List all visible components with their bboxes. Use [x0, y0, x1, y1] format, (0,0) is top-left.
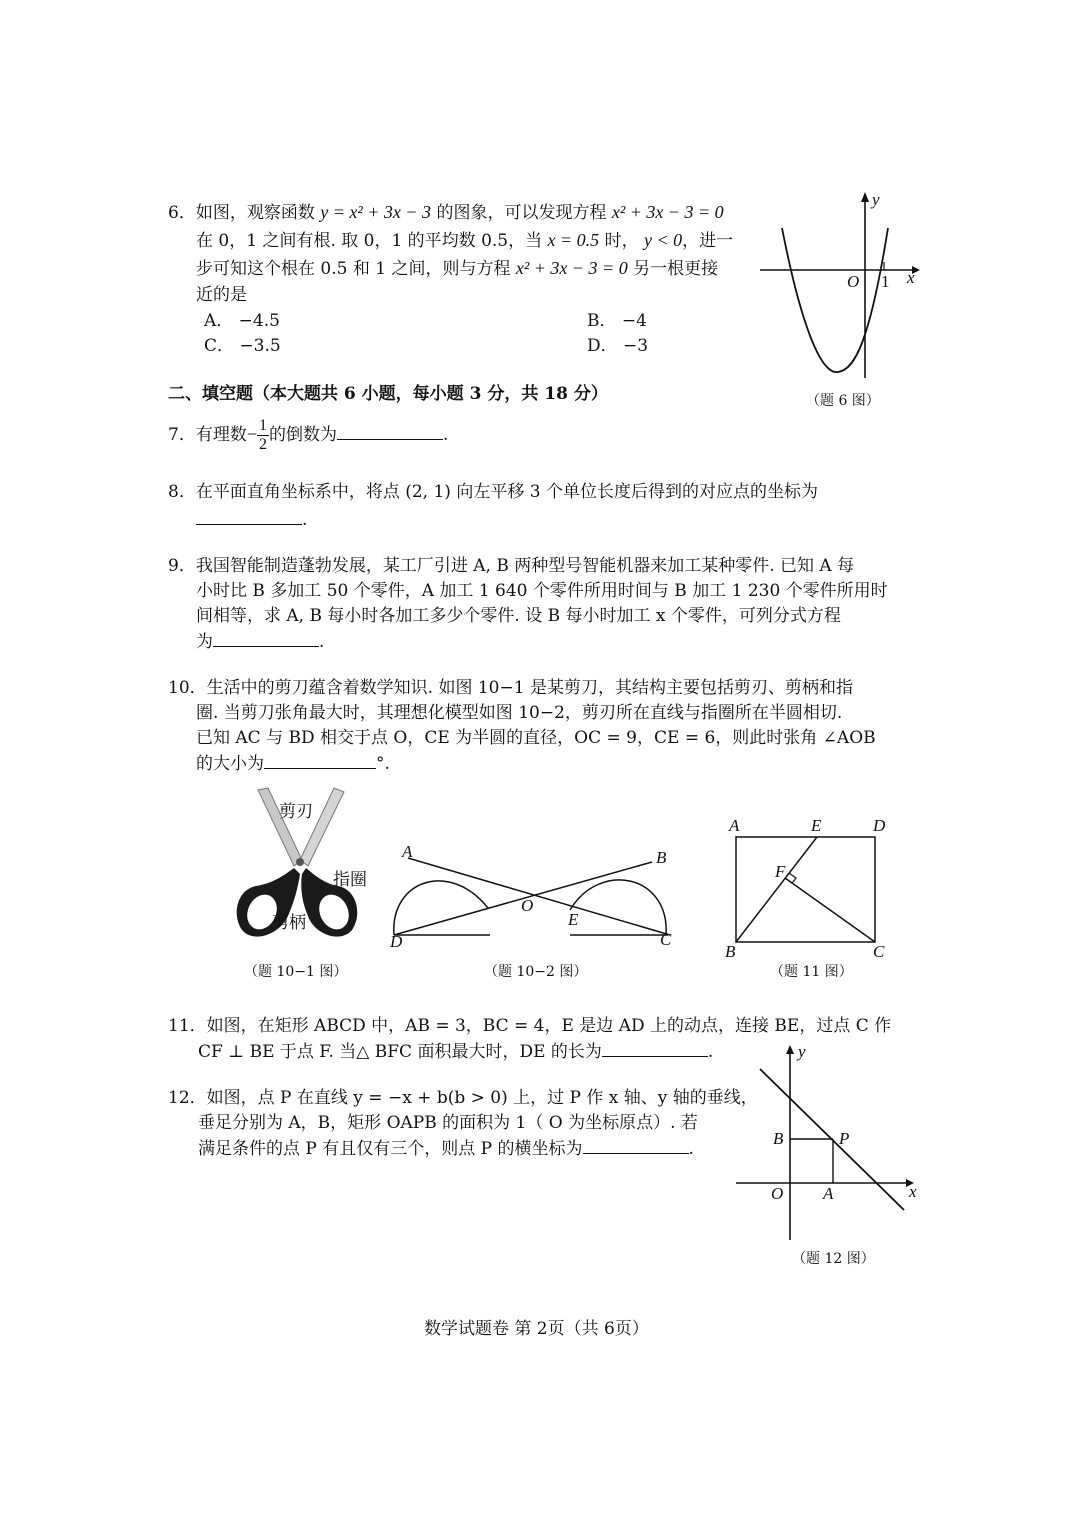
q11-answer-blank[interactable]	[602, 1040, 708, 1057]
q6-tick-one: 1	[881, 272, 890, 291]
fig12-point-b: B	[773, 1129, 784, 1148]
q7-fraction-denominator: 2	[258, 436, 267, 453]
q10-line1	[168, 677, 853, 699]
q9-line2: 小时比 B 多加工 50 个零件，A 加工 1 640 个零件所用时间与 B 加工 1 230 个零件所用时	[196, 581, 888, 601]
fig10-2-caption: （题 10−2 图）	[484, 964, 588, 980]
fig12-y-axis-label: y	[798, 1042, 806, 1061]
q7-number: 7．	[168, 425, 196, 445]
q10-text: 生活中的剪刀蕴含着数学知识. 如图 10−1 是某剪刀，其结构主要包括剪刃、剪柄和指	[206, 678, 853, 698]
q9-line1	[168, 555, 854, 577]
fig12-origin-label: O	[771, 1184, 784, 1203]
q8-number: 8．	[168, 482, 196, 502]
q11-line1	[168, 1015, 891, 1037]
q6-option-d: D． −3	[587, 336, 649, 356]
q6-condition: x = 0.5	[547, 230, 600, 250]
fig10-2-point-a: A	[402, 842, 413, 861]
q7-text: 的倒数为	[268, 425, 337, 445]
q7-end: .	[442, 425, 449, 445]
scissors-ring-label: 指圈	[333, 870, 367, 890]
q12-line1	[168, 1087, 758, 1109]
q6-text: 步可知这个根在 0.5 和 1 之间，则与方程	[196, 259, 511, 279]
q6-line3	[196, 257, 718, 280]
line-rectangle-figure	[736, 1042, 916, 1242]
q6-condition: y < 0	[644, 230, 683, 250]
q7-answer-blank[interactable]	[337, 423, 443, 440]
scissors-model-figure	[390, 840, 680, 945]
q6-figure-caption: （题 6 图）	[806, 393, 880, 409]
fig10-2-point-d: D	[390, 932, 403, 951]
fig10-2-point-e: E	[568, 910, 579, 929]
q6-y-axis-label: y	[872, 190, 880, 209]
q11-text: CF ⊥ BE 于点 F. 当△ BFC 面积最大时，DE 的长为	[198, 1042, 602, 1062]
q8-answer-blank[interactable]	[196, 508, 302, 525]
q10-answer-blank[interactable]	[264, 752, 376, 769]
fig10-2-point-c: C	[660, 930, 672, 949]
scissors-blade-label: 剪刃	[279, 802, 313, 822]
q9-answer-blank[interactable]	[213, 630, 319, 647]
q6-text: 另一根更接	[633, 259, 719, 279]
fig11-point-c: C	[873, 942, 885, 961]
fig10-1-caption: （题 10−1 图）	[244, 964, 348, 980]
q12-answer-blank[interactable]	[583, 1137, 689, 1154]
q6-text: 的图象，可以发现方程	[436, 203, 607, 223]
q6-text: 时，	[604, 231, 639, 251]
fig11-point-e: E	[811, 816, 822, 835]
fig11-point-b: B	[725, 942, 736, 961]
fig11-point-d: D	[873, 816, 886, 835]
rectangle-figure	[735, 836, 877, 944]
q7-line	[168, 410, 448, 459]
q6-text: 如图，观察函数	[195, 203, 315, 223]
q8-line2	[196, 508, 307, 531]
q6-equation: x² + 3x − 3 = 0	[515, 258, 628, 278]
q9-line3: 间相等，求 A, B 每小时各加工多少个零件. 设 B 每小时加工 x 个零件，可列分式方程	[196, 606, 841, 626]
fig10-2-point-b: B	[656, 848, 667, 867]
q10-text: 的大小为	[196, 754, 264, 774]
q6-line1	[168, 201, 724, 224]
q11-number: 11．	[168, 1016, 207, 1036]
fig12-point-p: P	[839, 1129, 850, 1148]
fig11-point-f: F	[775, 862, 786, 881]
q6-option-b: B． −4	[587, 311, 647, 331]
q10-number: 10．	[168, 678, 207, 698]
q6-option-a: A． −4.5	[204, 311, 280, 331]
fig10-2-point-o: O	[521, 896, 534, 915]
page-footer: 数学试题卷 第 2页（共 6页）	[424, 1319, 649, 1339]
q6-text: ，进一	[682, 231, 734, 251]
q6-text: 在 0，1 之间有根. 取 0，1 的平均数 0.5，当	[196, 231, 543, 251]
q6-x-axis-label: x	[907, 268, 915, 287]
q6-function: y = x² + 3x − 3	[320, 202, 432, 222]
scissors-handle-label: 剪柄	[272, 913, 306, 933]
q10-line3: 已知 AC 与 BD 相交于点 O，CE 为半圆的直径，OC = 9，CE = 6，则此时张角 ∠AOB	[196, 728, 876, 748]
q7-fraction	[257, 417, 269, 454]
q8-text: 在平面直角坐标系中，将点 (2, 1) 向左平移 3 个单位长度后得到的对应点的坐标为	[195, 482, 818, 502]
q9-text: 为	[196, 632, 213, 652]
q12-text: 满足条件的点 P 有且仅有三个，则点 P 的横坐标为	[198, 1139, 583, 1159]
q7-minus: −	[246, 424, 257, 444]
q12-end: .	[688, 1139, 694, 1159]
q6-equation: x² + 3x − 3 = 0	[611, 202, 724, 222]
q9-number: 9．	[168, 556, 196, 576]
fig12-point-a: A	[823, 1184, 834, 1203]
q7-text: 有理数	[195, 425, 247, 445]
fig11-caption: （题 11 图）	[770, 964, 853, 980]
q10-line4	[196, 752, 390, 775]
q12-line3	[198, 1137, 694, 1160]
q10-line2: 圈. 当剪刀张角最大时，其理想化模型如图 10−2，剪刃所在直线与指圈所在半圆相切.	[196, 703, 843, 723]
q6-option-c: C． −3.5	[204, 336, 281, 356]
q6-parabola-figure	[760, 190, 920, 380]
q11-line2	[198, 1040, 713, 1063]
q7-fraction-numerator: 1	[258, 417, 267, 434]
q9-line4	[196, 630, 324, 653]
q6-line4: 近的是	[196, 285, 247, 305]
fig12-x-axis-label: x	[909, 1182, 917, 1201]
q12-text: 如图，点 P 在直线 y = −x + b(b > 0) 上，过 P 作 x 轴、y 轴的垂线，	[206, 1088, 758, 1108]
q6-line2	[196, 229, 733, 252]
section-two-heading: 二、填空题（本大题共 6 小题，每小题 3 分，共 18 分）	[168, 384, 608, 404]
q9-text: 我国智能制造蓬勃发展，某工厂引进 A, B 两种型号智能机器来加工某种零件. 已知 A 每	[195, 556, 855, 576]
q11-end: .	[707, 1042, 714, 1062]
q9-end: .	[319, 632, 325, 652]
q12-line2: 垂足分别为 A，B，矩形 OAPB 的面积为 1（ O 为坐标原点）. 若	[198, 1113, 698, 1133]
q11-text: 如图，在矩形 ABCD 中，AB = 3，BC = 4，E 是边 AD 上的动点，连接 BE，过点 C 作	[206, 1016, 892, 1036]
q8-line1	[168, 481, 818, 503]
q8-end: .	[302, 510, 308, 530]
fig11-point-a: A	[729, 816, 740, 835]
q6-origin-label: O	[847, 272, 860, 291]
fig12-caption: （题 12 图）	[792, 1251, 875, 1267]
q10-end: °.	[376, 754, 390, 774]
q12-number: 12．	[168, 1088, 207, 1108]
q6-number: 6．	[168, 203, 196, 223]
